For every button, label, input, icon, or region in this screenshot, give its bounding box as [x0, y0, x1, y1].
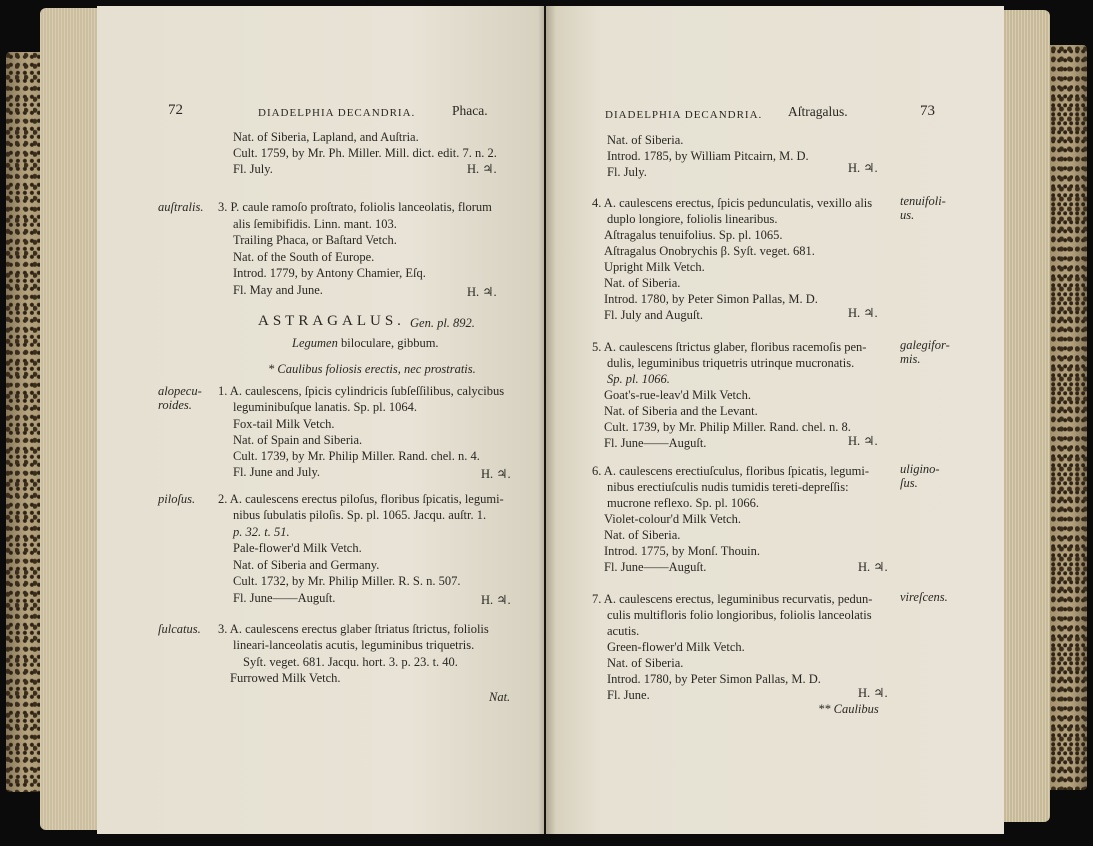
entry2-line-6: Cult. 1732, by Mr. Philip Miller. R. S. n. 507. — [233, 574, 461, 588]
entry2-line-3: p. 32. t. 51. — [233, 525, 290, 539]
australis-line-2: alis ſemibifidis. Linn. mant. 103. — [233, 217, 397, 231]
left-page-stack — [40, 8, 100, 830]
genus-desc-rest: biloculare, gibbum. — [341, 336, 439, 350]
entry5-line-1: 5. A. caulescens ſtrictus glaber, floribus racemoſis pen- — [592, 340, 867, 354]
right-top-line-1: Nat. of Siberia. — [607, 133, 684, 147]
entry4-line-7: Introd. 1780, by Peter Simon Pallas, M. D. — [604, 292, 818, 306]
entry7-line-5: Nat. of Siberia. — [607, 656, 684, 670]
margin-name-alopecuroides-2: roides. — [158, 398, 192, 412]
margin-name-pilosus: piloſus. — [158, 492, 196, 506]
entry7-line-7: Fl. June. — [607, 688, 650, 702]
entry5-line-7: Fl. June——Auguſt. — [604, 436, 707, 450]
entry2-line-4: Pale-flower'd Milk Vetch. — [233, 541, 362, 555]
right-top-line-3: Fl. July. — [607, 165, 647, 179]
entry6-line-2: nibus erectiuſculis nudis tumidis tereti-depreſſis: — [607, 480, 849, 494]
entry3-line-3: Syſt. veget. 681. Jacqu. hort. 3. p. 23. t. 40. — [243, 655, 458, 669]
entry1-line-1: 1. A. caulescens, ſpicis cylindricis ſubſeſſilibus, calycibus — [218, 384, 505, 398]
entry1-line-2: leguminibuſque lanatis. Sp. pl. 1064. — [233, 400, 418, 414]
entry6-line-5: Nat. of Siberia. — [604, 528, 681, 542]
margin-name-uliginosus-1: uligino- — [900, 462, 940, 476]
margin-name-galegiformis-2: mis. — [900, 352, 921, 366]
entry2-line-7: Fl. June——Auguſt. — [233, 591, 336, 605]
entry6-line-1: 6. A. caulescens erectiuſculus, floribus ſpicatis, legumi- — [592, 464, 870, 478]
entry2-line-5: Nat. of Siberia and Germany. — [233, 558, 380, 572]
entry3-line-2: lineari-lanceolatis acutis, leguminibus triquetris. — [233, 638, 475, 652]
margin-name-uliginosus-2: ſus. — [900, 476, 918, 490]
entry4-line-3: Aſtragalus tenuifolius. Sp. pl. 1065. — [604, 228, 783, 242]
entry4-line-4: Aſtragalus Onobrychis β. Syſt. veget. 681. — [604, 244, 815, 258]
margin-name-australis: auſtralis. — [158, 200, 204, 214]
australis-line-5: Introd. 1779, by Antony Chamier, Eſq. — [233, 266, 426, 280]
entry2-line-1: 2. A. caulescens erectus piloſus, floribus ſpicatis, legumi- — [218, 492, 504, 506]
entry7-line-1: 7. A. caulescens erectus, leguminibus recurvatis, pedun- — [592, 592, 873, 606]
genus-heading: ASTRAGALUS. — [258, 313, 405, 329]
australis-line-4: Nat. of the South of Europe. — [233, 250, 375, 264]
entry4-line-2: duplo longiore, foliolis linearibus. — [607, 212, 778, 226]
australis-line-1: 3. P. caule ramoſo proſtrato, foliolis lanceolatis, florum — [218, 200, 492, 214]
entry7-line-2: culis multifloris folio longioribus, foliolis lanceolatis — [607, 608, 872, 622]
genus-reference: Gen. pl. 892. — [410, 316, 475, 330]
right-running-head: DIADELPHIA DECANDRIA. — [605, 109, 763, 121]
entry1-line-3: Fox-tail Milk Vetch. — [233, 417, 335, 431]
entry4-line-5: Upright Milk Vetch. — [604, 260, 705, 274]
entry6-line-7: Fl. June——Auguſt. — [604, 560, 707, 574]
right-catchword: ** Caulibus — [818, 702, 879, 716]
entry6-line-3: mucrone reflexo. Sp. pl. 1066. — [607, 496, 760, 510]
entry7-sign: H. ♃. — [858, 686, 888, 700]
genus-desc-legumen: Legumen — [292, 336, 338, 350]
entry4-line-1: 4. A. caulescens erectus, ſpicis pedunculatis, vexillo alis — [592, 196, 873, 210]
entry6-line-4: Violet-colour'd Milk Vetch. — [604, 512, 742, 526]
entry1-line-5: Cult. 1739, by Mr. Philip Miller. Rand. chel. n. 4. — [233, 449, 480, 463]
australis-line-6: Fl. May and June. — [233, 283, 323, 297]
entry3-line-1: 3. A. caulescens erectus glaber ſtriatus ſtrictus, foliolis — [218, 622, 489, 636]
margin-name-alopecuroides-1: alopecu- — [158, 384, 202, 398]
margin-name-tenuifolius-2: us. — [900, 208, 915, 222]
left-top-line-2: Cult. 1759, by Mr. Ph. Miller. Mill. dict. edit. 7. n. 2. — [233, 146, 497, 160]
entry7-line-6: Introd. 1780, by Peter Simon Pallas, M. D. — [607, 672, 821, 686]
right-page-stack — [1000, 10, 1050, 822]
entry3-line-4: Furrowed Milk Vetch. — [230, 671, 341, 685]
margin-name-galegiformis-1: galegifor- — [900, 338, 950, 352]
entry7-line-4: Green-flower'd Milk Vetch. — [607, 640, 745, 654]
entry5-sign: H. ♃. — [848, 434, 878, 448]
entry6-line-6: Introd. 1775, by Monſ. Thouin. — [604, 544, 761, 558]
entry1-line-4: Nat. of Spain and Siberia. — [233, 433, 363, 447]
entry5-line-2: dulis, leguminibus triquetris utrinque mucronatis. — [607, 356, 855, 370]
entry5-line-4: Goat's-rue-leav'd Milk Vetch. — [604, 388, 751, 402]
entry4-line-8: Fl. July and Auguſt. — [604, 308, 703, 322]
australis-sign: H. ♃. — [467, 285, 497, 299]
entry1-sign: H. ♃. — [481, 467, 511, 481]
entry5-line-3: Sp. pl. 1066. — [607, 372, 670, 386]
left-top-sign: H. ♃. — [467, 162, 497, 176]
left-page-number: 72 — [168, 102, 183, 118]
entry1-line-6: Fl. June and July. — [233, 465, 321, 479]
left-top-line-1: Nat. of Siberia, Lapland, and Auſtria. — [233, 130, 419, 144]
right-page-number: 73 — [920, 103, 935, 119]
right-top-line-2: Introd. 1785, by William Pitcairn, M. D. — [607, 149, 809, 163]
section-heading: * Caulibus foliosis erectis, nec prostratis. — [268, 362, 476, 376]
left-catchword: Nat. — [489, 690, 511, 704]
entry2-sign: H. ♃. — [481, 593, 511, 607]
margin-name-sulcatus: ſulcatus. — [158, 622, 201, 636]
entry6-sign: H. ♃. — [858, 560, 888, 574]
left-top-line-3: Fl. July. — [233, 162, 273, 176]
margin-name-virescens: vireſcens. — [900, 590, 948, 604]
left-running-genus: Phaca. — [452, 103, 488, 118]
entry5-line-5: Nat. of Siberia and the Levant. — [604, 404, 758, 418]
australis-line-3: Trailing Phaca, or Baſtard Vetch. — [233, 233, 397, 247]
entry7-line-3: acutis. — [607, 624, 640, 638]
entry4-sign: H. ♃. — [848, 306, 878, 320]
entry5-line-6: Cult. 1739, by Mr. Philip Miller. Rand. chel. n. 8. — [604, 420, 851, 434]
margin-name-tenuifolius-1: tenuifoli- — [900, 194, 946, 208]
right-top-sign: H. ♃. — [848, 161, 878, 175]
gutter-shadow — [538, 6, 556, 834]
entry4-line-6: Nat. of Siberia. — [604, 276, 681, 290]
entry2-line-2: nibus ſubulatis piloſis. Sp. pl. 1065. Jacqu. auſtr. 1. — [233, 508, 487, 522]
right-running-genus: Aſtragalus. — [788, 104, 848, 119]
left-running-head: DIADELPHIA DECANDRIA. — [258, 107, 416, 119]
